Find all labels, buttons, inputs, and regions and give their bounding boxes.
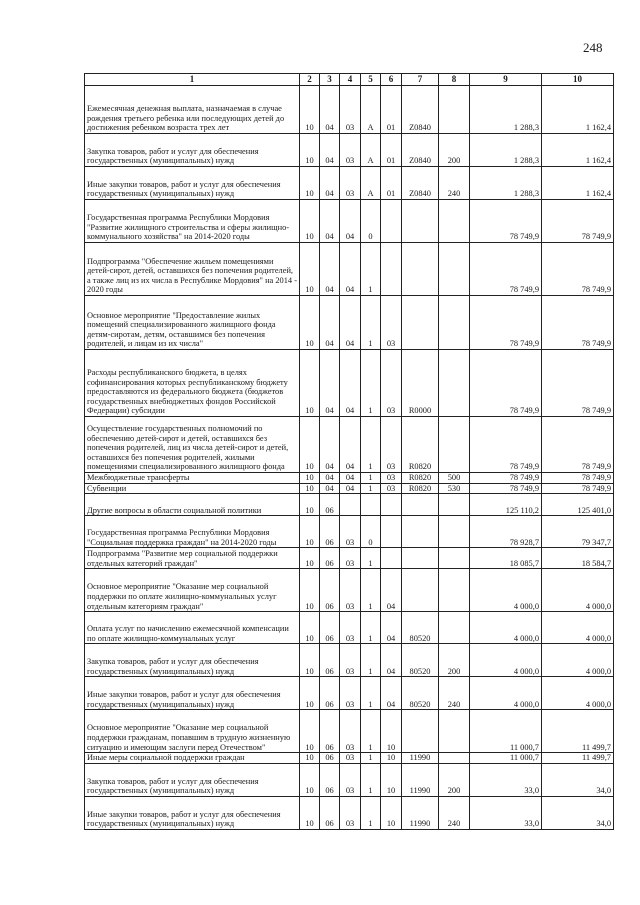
row-value-cell: Z0840 [402,134,439,167]
row-value-cell: 06 [320,644,340,677]
row-value-cell: 03 [340,644,361,677]
row-name-cell: Другие вопросы в области социальной политики [85,494,300,516]
row-value-cell: R0000 [402,350,439,417]
row-value-cell: 78 749,9 [542,296,614,350]
row-value-cell: 04 [320,417,340,473]
row-name-cell: Иные меры социальной поддержки граждан [85,753,300,764]
row-value-cell: 01 [381,86,402,134]
row-value-cell: 10 [300,763,320,796]
row-name-cell: Осуществление государственных полномочий по обеспечению детей-сирот и детей, оставшихся без попечения родителей, лиц из числа детей-сирот и детей, оставшихся без попечения родителей, жилыми помещениями специализированного жилищного фонда [85,417,300,473]
row-value-cell: 04 [381,677,402,710]
row-value-cell: 04 [320,243,340,296]
header-cell: 10 [542,74,614,86]
row-value-cell: Z0840 [402,167,439,200]
header-cell: 2 [300,74,320,86]
row-value-cell [402,243,439,296]
row-value-cell: 125 110,2 [470,494,542,516]
row-name-cell: Основное мероприятие "Оказание мер социальной поддержки по оплате жилищно-коммунальных услуг отдельным категориям граждан" [85,569,300,612]
row-value-cell: 10 [300,644,320,677]
row-value-cell: 240 [439,167,470,200]
row-value-cell: 10 [300,200,320,243]
row-value-cell: 10 [300,86,320,134]
row-value-cell: 11 499,7 [542,710,614,753]
row-value-cell: 06 [320,612,340,644]
table-row [85,763,614,796]
row-value-cell: 1 288,3 [470,134,542,167]
row-value-cell [439,417,470,473]
row-value-cell: 34,0 [542,763,614,796]
row-value-cell: 10 [300,710,320,753]
row-value-cell: 4 000,0 [542,612,614,644]
row-value-cell: 01 [381,167,402,200]
row-value-cell: 78 749,9 [470,417,542,473]
row-value-cell [439,548,470,569]
row-name-cell: Закупка товаров, работ и услуг для обеспечения государственных (муниципальных) нужд [85,134,300,167]
row-name-cell: Основное мероприятие "Предоставление жилых помещений специализированного жилищного фонда детям-сиротам, детям, оставшимся без попечения родителей, и лицам из их числа" [85,296,300,350]
header-cell: 1 [85,74,300,86]
header-cell: 3 [320,74,340,86]
row-value-cell [439,243,470,296]
row-value-cell: 04 [320,473,340,484]
row-value-cell: 4 000,0 [470,569,542,612]
table-row [85,134,614,167]
row-value-cell: 78 749,9 [542,483,614,494]
row-value-cell: 78 928,7 [470,516,542,548]
row-name-cell: Государственная программа Республики Мордовия "Социальная поддержка граждан" на 2014-2020 годы [85,516,300,548]
row-value-cell: 78 749,9 [470,200,542,243]
row-value-cell: 03 [381,296,402,350]
row-name-cell: Закупка товаров, работ и услуг для обеспечения государственных (муниципальных) нужд [85,763,300,796]
row-value-cell: 03 [340,710,361,753]
table-row [85,516,614,548]
row-name-cell: Основное мероприятие "Оказание мер социальной поддержки гражданам, попавшим в трудную жизненную ситуацию и имеющим заслуги перед Отечеством" [85,710,300,753]
header-cell: 9 [470,74,542,86]
row-value-cell: 06 [320,516,340,548]
row-value-cell: 10 [300,483,320,494]
row-value-cell: 03 [340,86,361,134]
row-value-cell: 04 [320,483,340,494]
row-value-cell: 78 749,9 [542,200,614,243]
row-value-cell: А [361,86,381,134]
row-value-cell: А [361,167,381,200]
row-value-cell: 4 000,0 [470,644,542,677]
row-value-cell: 10 [300,569,320,612]
row-value-cell: Z0840 [402,86,439,134]
row-value-cell: 11 000,7 [470,753,542,764]
row-value-cell [402,494,439,516]
row-value-cell: 80520 [402,612,439,644]
row-name-cell: Ежемесячная денежная выплата, назначаемая в случае рождения третьего ребенка или последующих детей до достижения ребенком возраста трех лет [85,86,300,134]
row-value-cell: 10 [381,763,402,796]
row-name-cell: Подпрограмма "Развитие мер социальной поддержки отдельных категорий граждан" [85,548,300,569]
row-value-cell: R0820 [402,483,439,494]
row-value-cell: 03 [340,753,361,764]
row-value-cell: 80520 [402,644,439,677]
row-name-cell: Иные закупки товаров, работ и услуг для обеспечения государственных (муниципальных) нужд [85,796,300,829]
row-value-cell: 03 [340,677,361,710]
row-name-cell: Государственная программа Республики Мордовия "Развитие жилищного строительства и сферы жилищно-коммунального хозяйства" на 2014-2020 годы [85,200,300,243]
row-value-cell: 04 [340,350,361,417]
table-row [85,200,614,243]
row-value-cell: 10 [300,548,320,569]
row-name-cell: Иные закупки товаров, работ и услуг для обеспечения государственных (муниципальных) нужд [85,677,300,710]
row-name-cell: Расходы республиканского бюджета, в целях софинансирования которых республиканскому бюджету предоставляются из федерального бюджета (бюджетов государственных внебюджетных фондов Российской Федерации) субсидии [85,350,300,417]
row-value-cell [402,296,439,350]
row-value-cell: 1 [361,644,381,677]
header-cell: 5 [361,74,381,86]
row-value-cell: 06 [320,569,340,612]
row-value-cell: 10 [300,796,320,829]
row-value-cell: 06 [320,763,340,796]
row-value-cell: 04 [340,473,361,484]
row-value-cell: 04 [320,134,340,167]
row-value-cell: R0820 [402,417,439,473]
row-value-cell: 06 [320,677,340,710]
table-row [85,494,614,516]
row-value-cell: 1 [361,548,381,569]
row-value-cell [381,548,402,569]
row-value-cell: 03 [381,473,402,484]
row-value-cell [381,494,402,516]
row-value-cell: 200 [439,644,470,677]
row-value-cell: 04 [320,200,340,243]
row-value-cell: 200 [439,134,470,167]
table-row [85,417,614,473]
row-value-cell: 240 [439,677,470,710]
row-value-cell: 78 749,9 [470,296,542,350]
row-value-cell: 06 [320,548,340,569]
row-value-cell [439,753,470,764]
row-value-cell: 1 [361,753,381,764]
table-row [85,296,614,350]
row-value-cell: 10 [381,796,402,829]
table-row [85,548,614,569]
row-value-cell: 78 749,9 [470,243,542,296]
row-value-cell [340,494,361,516]
row-value-cell: 78 749,9 [470,350,542,417]
row-value-cell: 04 [381,612,402,644]
row-value-cell: 04 [381,644,402,677]
row-value-cell: 1 [361,350,381,417]
row-value-cell: 03 [340,167,361,200]
row-value-cell: 10 [300,473,320,484]
row-value-cell: 1 [361,473,381,484]
header-cell: 4 [340,74,361,86]
row-name-cell: Подпрограмма "Обеспечение жильем помещениями детей-сирот, детей, оставшихся без попечения родителей, а также лиц из их числа в Республике Мордовия" на 2014 - 2020 годы [85,243,300,296]
row-value-cell: 10 [381,753,402,764]
row-value-cell [381,243,402,296]
row-value-cell: 06 [320,796,340,829]
table-row [85,710,614,753]
row-value-cell: А [361,134,381,167]
row-value-cell: 10 [381,710,402,753]
row-value-cell [402,569,439,612]
row-value-cell: 03 [340,548,361,569]
row-value-cell: 06 [320,753,340,764]
row-value-cell: 4 000,0 [470,612,542,644]
row-value-cell: 79 347,7 [542,516,614,548]
row-value-cell: 03 [340,612,361,644]
row-value-cell: 1 [361,763,381,796]
row-value-cell: 06 [320,494,340,516]
row-value-cell: 1 162,4 [542,167,614,200]
row-value-cell: 03 [340,134,361,167]
row-value-cell: 1 [361,296,381,350]
table-row [85,644,614,677]
row-name-cell: Межбюджетные трансферты [85,473,300,484]
row-value-cell: 04 [320,167,340,200]
row-value-cell: 03 [340,569,361,612]
row-value-cell: 80520 [402,677,439,710]
row-value-cell: 03 [340,796,361,829]
row-value-cell: 4 000,0 [542,569,614,612]
row-value-cell: 04 [381,569,402,612]
row-value-cell [439,296,470,350]
row-value-cell: 04 [340,417,361,473]
row-value-cell: 1 [361,612,381,644]
row-value-cell: 4 000,0 [470,677,542,710]
row-value-cell: 1 [361,710,381,753]
row-value-cell: 34,0 [542,796,614,829]
row-value-cell: 03 [340,516,361,548]
row-value-cell: 04 [320,350,340,417]
row-value-cell: 10 [300,494,320,516]
row-value-cell: 10 [300,516,320,548]
row-value-cell: 1 [361,796,381,829]
row-value-cell [402,548,439,569]
row-name-cell: Оплата услуг по начислению ежемесячной компенсации по оплате жилищно-коммунальных услуг [85,612,300,644]
row-value-cell: 10 [300,134,320,167]
table-row [85,350,614,417]
row-value-cell: 11 000,7 [470,710,542,753]
row-value-cell [381,516,402,548]
row-value-cell: 10 [300,350,320,417]
row-value-cell: 125 401,0 [542,494,614,516]
row-value-cell: 11990 [402,753,439,764]
row-value-cell: 03 [381,483,402,494]
row-value-cell: 10 [300,612,320,644]
page-number: 248 [583,40,603,55]
row-value-cell: 10 [300,753,320,764]
row-value-cell: 78 749,9 [542,417,614,473]
row-name-cell: Закупка товаров, работ и услуг для обеспечения государственных (муниципальных) нужд [85,644,300,677]
header-cell: 6 [381,74,402,86]
row-value-cell: 03 [381,350,402,417]
row-value-cell [439,200,470,243]
row-value-cell [361,494,381,516]
row-value-cell: 78 749,9 [470,483,542,494]
row-value-cell [439,350,470,417]
row-value-cell: 1 [361,243,381,296]
row-value-cell [439,612,470,644]
row-value-cell: 04 [320,86,340,134]
row-value-cell [439,86,470,134]
row-value-cell: 78 749,9 [470,473,542,484]
header-cell: 7 [402,74,439,86]
header-cell: 8 [439,74,470,86]
row-value-cell: 10 [300,243,320,296]
row-value-cell: 1 [361,483,381,494]
row-value-cell: 1 288,3 [470,86,542,134]
row-value-cell: 10 [300,167,320,200]
row-value-cell: 11 499,7 [542,753,614,764]
table-header-row [85,74,614,86]
row-value-cell: 1 288,3 [470,167,542,200]
row-value-cell: 78 749,9 [542,473,614,484]
row-value-cell: 10 [300,417,320,473]
row-value-cell: 04 [340,200,361,243]
table-row [85,483,614,494]
row-value-cell: 10 [300,677,320,710]
row-value-cell: 04 [340,243,361,296]
table-row [85,753,614,764]
row-value-cell [402,710,439,753]
table-row [85,612,614,644]
table-row [85,473,614,484]
row-value-cell [439,516,470,548]
row-value-cell: 78 749,9 [542,243,614,296]
row-value-cell: 4 000,0 [542,677,614,710]
row-value-cell: 500 [439,473,470,484]
row-value-cell: R0820 [402,473,439,484]
row-value-cell: 04 [340,296,361,350]
row-name-cell: Иные закупки товаров, работ и услуг для обеспечения государственных (муниципальных) нужд [85,167,300,200]
row-value-cell: 18 085,7 [470,548,542,569]
table-row [85,677,614,710]
row-value-cell: 03 [381,417,402,473]
row-value-cell: 1 [361,677,381,710]
row-value-cell: 1 162,4 [542,134,614,167]
row-value-cell: 1 [361,417,381,473]
row-value-cell [439,494,470,516]
row-value-cell: 1 162,4 [542,86,614,134]
row-value-cell [402,200,439,243]
row-value-cell: 78 749,9 [542,350,614,417]
row-value-cell: 04 [340,483,361,494]
row-value-cell: 04 [320,296,340,350]
row-name-cell: Субвенции [85,483,300,494]
row-value-cell [439,710,470,753]
row-value-cell: 240 [439,796,470,829]
row-value-cell: 06 [320,710,340,753]
row-value-cell: 0 [361,516,381,548]
row-value-cell: 4 000,0 [542,644,614,677]
row-value-cell [402,516,439,548]
row-value-cell: 1 [361,569,381,612]
row-value-cell: 11990 [402,796,439,829]
table-row [85,167,614,200]
row-value-cell: 530 [439,483,470,494]
table-row [85,86,614,134]
table-row [85,243,614,296]
row-value-cell [439,569,470,612]
budget-table [84,73,614,830]
row-value-cell: 0 [361,200,381,243]
row-value-cell: 200 [439,763,470,796]
row-value-cell: 11990 [402,763,439,796]
row-value-cell: 18 584,7 [542,548,614,569]
row-value-cell [381,200,402,243]
table-row [85,569,614,612]
row-value-cell: 03 [340,763,361,796]
row-value-cell: 01 [381,134,402,167]
row-value-cell: 33,0 [470,763,542,796]
row-value-cell: 33,0 [470,796,542,829]
table-row [85,796,614,829]
row-value-cell: 10 [300,296,320,350]
